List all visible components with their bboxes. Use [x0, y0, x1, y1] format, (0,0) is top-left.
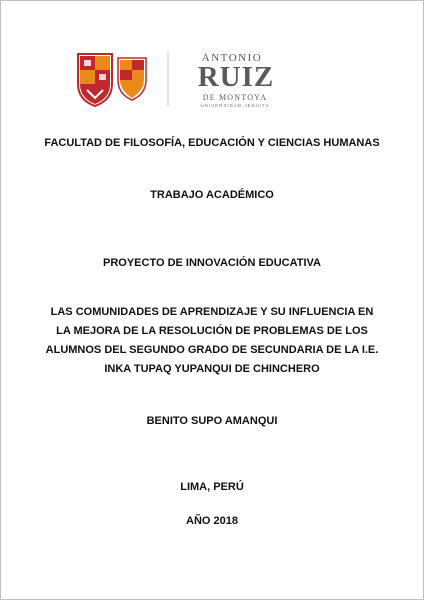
faculty-heading: FACULTAD DE FILOSOFÍA, EDUCACIÓN Y CIENCIAS HUMANAS [44, 137, 380, 149]
title-line: ALUMNOS DEL SEGUNDO GRADO DE SECUNDARIA DE LA I.E. [45, 344, 379, 356]
title-line: LAS COMUNIDADES DE APRENDIZAJE Y SU INFLUENCIA EN [50, 306, 374, 318]
logo-text-universidad-jesuita: UNIVERSIDAD JESUITA [200, 103, 270, 108]
title-line: INKA TUPAQ YUPANQUI DE CHINCHERO [104, 363, 320, 375]
university-logo [72, 48, 362, 110]
logo-text-de-montoya: DE MONTOYA [202, 93, 268, 102]
place: LIMA, PERÚ [180, 481, 244, 493]
title-line: LA MEJORA DE LA RESOLUCIÓN DE PROBLEMAS DE LOS [56, 325, 368, 337]
year: AÑO 2018 [186, 515, 238, 527]
author-name: BENITO SUPO AMANQUI [146, 415, 278, 427]
logo-text-ruiz: RUIZ [197, 61, 275, 93]
work-type: TRABAJO ACADÉMICO [150, 189, 274, 201]
logo-text-antonio: ANTONIO [201, 52, 263, 64]
project-type: PROYECTO DE INNOVACIÓN EDUCATIVA [103, 257, 321, 269]
university-crest-icon [72, 48, 182, 110]
